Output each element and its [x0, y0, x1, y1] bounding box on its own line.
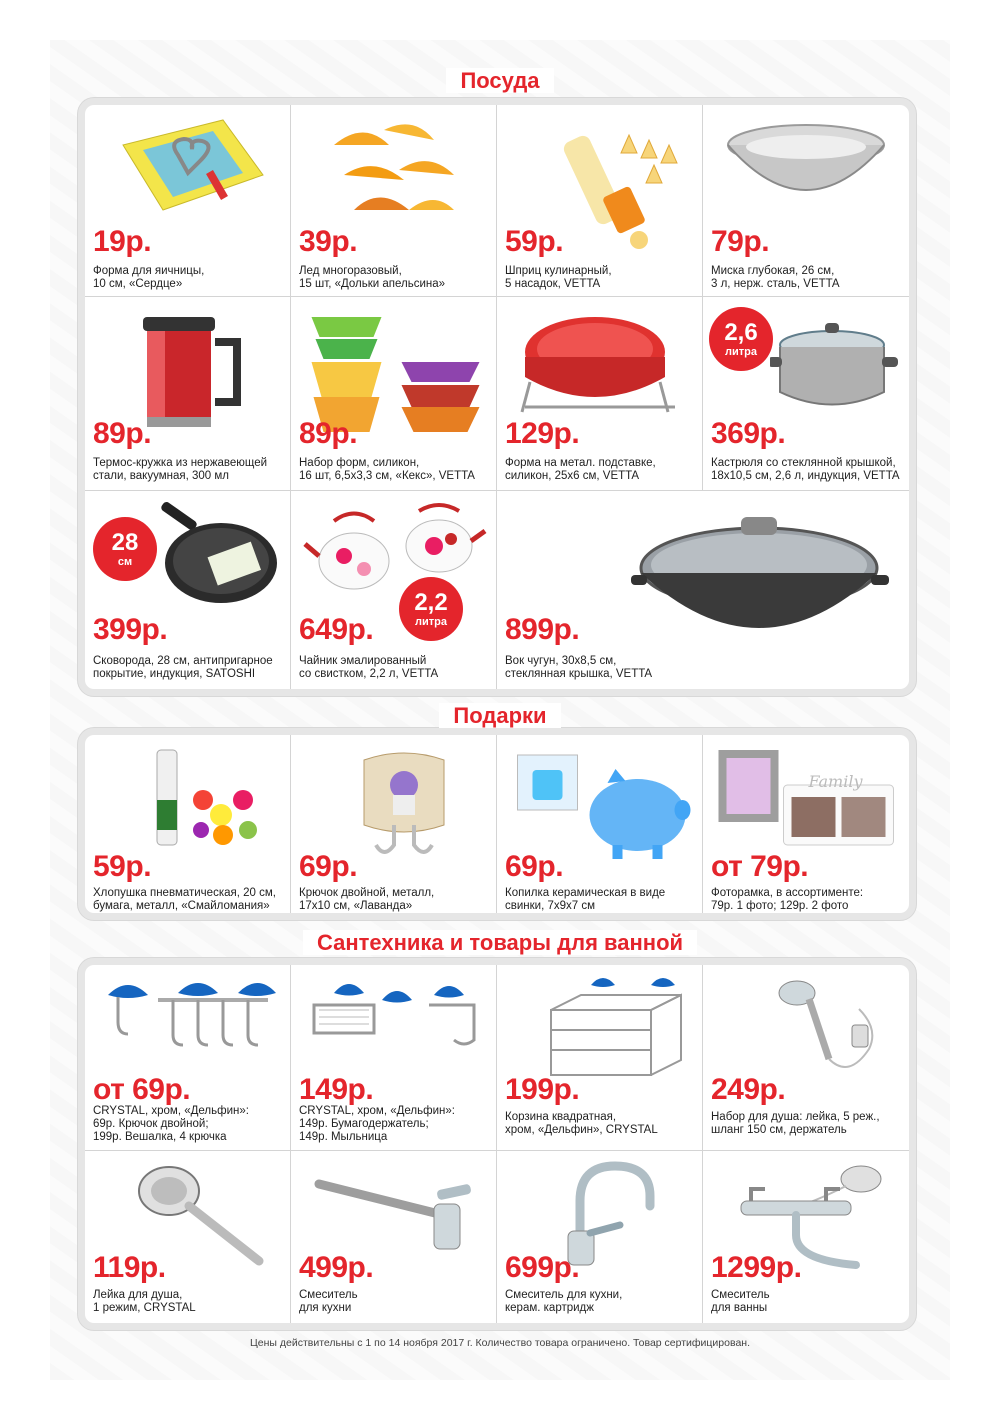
description: Сковорода, 28 см, антипригарное покрытие, индукция, SATOSHI	[93, 655, 273, 680]
price: 69р.	[505, 850, 564, 883]
frying-pan-icon	[151, 501, 281, 611]
product-card[interactable]	[85, 491, 291, 689]
shower-set-icon	[767, 975, 887, 1085]
price: 69р.	[299, 850, 358, 883]
plumbing-panel	[78, 958, 916, 1330]
description: Чайник эмалированный со свистком, 2,2 л, VETTA	[299, 655, 439, 680]
wire-basket-icon	[541, 975, 691, 1085]
price: 19р.	[93, 225, 152, 258]
price: от 79р.	[711, 850, 809, 883]
price: 249р.	[711, 1073, 786, 1106]
product-card[interactable]	[291, 1151, 497, 1323]
product-card[interactable]	[497, 105, 703, 297]
volume-badge: 2,2 литра	[399, 577, 463, 641]
product-card[interactable]	[497, 1151, 703, 1323]
price: 1299р.	[711, 1251, 802, 1284]
price: 39р.	[299, 225, 358, 258]
product-card[interactable]	[85, 965, 291, 1151]
price: 699р.	[505, 1251, 580, 1284]
description: CRYSTAL, хром, «Дельфин»: 69р. Крючок двойной; 199р. Вешалка, 4 крючка	[93, 1105, 249, 1143]
description: Вок чугун, 30х8,5 см, стеклянная крышка, VETTA	[505, 655, 653, 680]
svg-text:Family: Family	[808, 772, 863, 791]
pastry-syringe-icon	[549, 115, 699, 255]
orange-ice-icon	[314, 115, 474, 225]
description: Корзина квадратная, хром, «Дельфин», CRYSTAL	[505, 1111, 658, 1136]
description: Смеситель для ванны	[711, 1289, 770, 1314]
product-card[interactable]	[703, 735, 909, 913]
price: 369р.	[711, 417, 786, 450]
description: Миска глубокая, 26 см, 3 л, нерж. сталь, VETTA	[711, 265, 840, 290]
description: Форма на метал. подставке, силикон, 25х6 см, VETTA	[505, 457, 656, 482]
price: 649р.	[299, 613, 374, 646]
product-card[interactable]	[703, 297, 909, 491]
product-card[interactable]	[85, 735, 291, 913]
product-card[interactable]	[703, 965, 909, 1151]
product-card[interactable]	[85, 105, 291, 297]
silicone-form-icon	[515, 307, 685, 417]
price: 59р.	[93, 850, 152, 883]
description: Смеситель для кухни	[299, 1289, 358, 1314]
price: 89р.	[299, 417, 358, 450]
kettle-icon	[299, 501, 489, 596]
footer-disclaimer: Цены действительны с 1 по 14 ноября 2017 г. Количество товара ограничено. Товар сертифицирован.	[250, 1337, 750, 1349]
price: 199р.	[505, 1073, 580, 1106]
price: 79р.	[711, 225, 770, 258]
product-card[interactable]	[291, 735, 497, 913]
thermo-mug-icon	[123, 307, 253, 432]
product-card[interactable]	[497, 965, 703, 1151]
price: от 69р.	[93, 1073, 191, 1106]
bowl-icon	[721, 115, 891, 215]
wok-icon	[631, 503, 891, 653]
price: 399р.	[93, 613, 168, 646]
product-card[interactable]	[497, 297, 703, 491]
product-card[interactable]	[291, 965, 497, 1151]
product-card[interactable]	[291, 105, 497, 297]
description: Форма для яичницы, 10 см, «Сердце»	[93, 265, 205, 290]
description: Шприц кулинарный, 5 насадок, VETTA	[505, 265, 612, 290]
description: Кастрюля со стеклянной крышкой, 18х10,5 см, 2,6 л, индукция, VETTA	[711, 457, 900, 482]
kitchen-faucet-icon	[309, 1169, 479, 1259]
section-title-plumbing: Сантехника и товары для ванной	[0, 930, 1000, 956]
product-card[interactable]	[85, 297, 291, 491]
size-badge: 28 см	[93, 517, 157, 581]
photo-frame-icon	[714, 745, 899, 855]
product-card[interactable]	[291, 297, 497, 491]
description: Крючок двойной, металл, 17х10 см, «Лаванда»	[299, 887, 435, 912]
description: Лед многоразовый, 15 шт, «Дольки апельсина»	[299, 265, 446, 290]
price: 899р.	[505, 613, 580, 646]
saucepan-icon	[770, 317, 900, 417]
dolphin-hooks-icon	[98, 975, 278, 1065]
price: 499р.	[299, 1251, 374, 1284]
description: Набор для душа: лейка, 5 реж., шланг 150 см, держатель	[711, 1111, 880, 1136]
section-title-gifts: Подарки	[0, 703, 1000, 729]
product-card[interactable]	[497, 491, 909, 689]
product-card[interactable]	[497, 735, 703, 913]
section-title-dishes: Посуда	[0, 68, 1000, 94]
gifts-panel	[78, 728, 916, 920]
price: 59р.	[505, 225, 564, 258]
product-card[interactable]	[85, 1151, 291, 1323]
piggy-bank-icon	[507, 745, 692, 865]
party-popper-icon	[103, 745, 273, 855]
egg-mold-icon	[103, 115, 273, 225]
soap-dish-icon	[304, 975, 484, 1065]
price: 129р.	[505, 417, 580, 450]
description: Термос-кружка из нержавеющей стали, вакуумная, 300 мл	[93, 457, 268, 482]
description: Смеситель для кухни, керам. картридж	[505, 1289, 623, 1314]
price: 149р.	[299, 1073, 374, 1106]
product-card[interactable]	[703, 1151, 909, 1323]
price: 119р.	[93, 1251, 166, 1284]
description: Набор форм, силикон, 16 шт, 6,5х3,3 см, «Кекс», VETTA	[299, 457, 475, 482]
price: 89р.	[93, 417, 152, 450]
description: Фоторамка, в ассортименте: 79р. 1 фото; 129р. 2 фото	[711, 887, 864, 912]
description: Лейка для душа, 1 режим, CRYSTAL	[93, 1289, 196, 1314]
product-card[interactable]	[291, 491, 497, 689]
double-hook-icon	[349, 745, 459, 865]
volume-badge: 2,6 литра	[709, 307, 773, 371]
description: CRYSTAL, хром, «Дельфин»: 149р. Бумагодержатель; 149р. Мыльница	[299, 1105, 455, 1143]
dishes-panel	[78, 98, 916, 696]
description: Хлопушка пневматическая, 20 см, бумага, металл, «Смайломания»	[93, 887, 276, 912]
description: Копилка керамическая в виде свинки, 7х9х7 см	[505, 887, 666, 912]
product-card[interactable]	[703, 105, 909, 297]
